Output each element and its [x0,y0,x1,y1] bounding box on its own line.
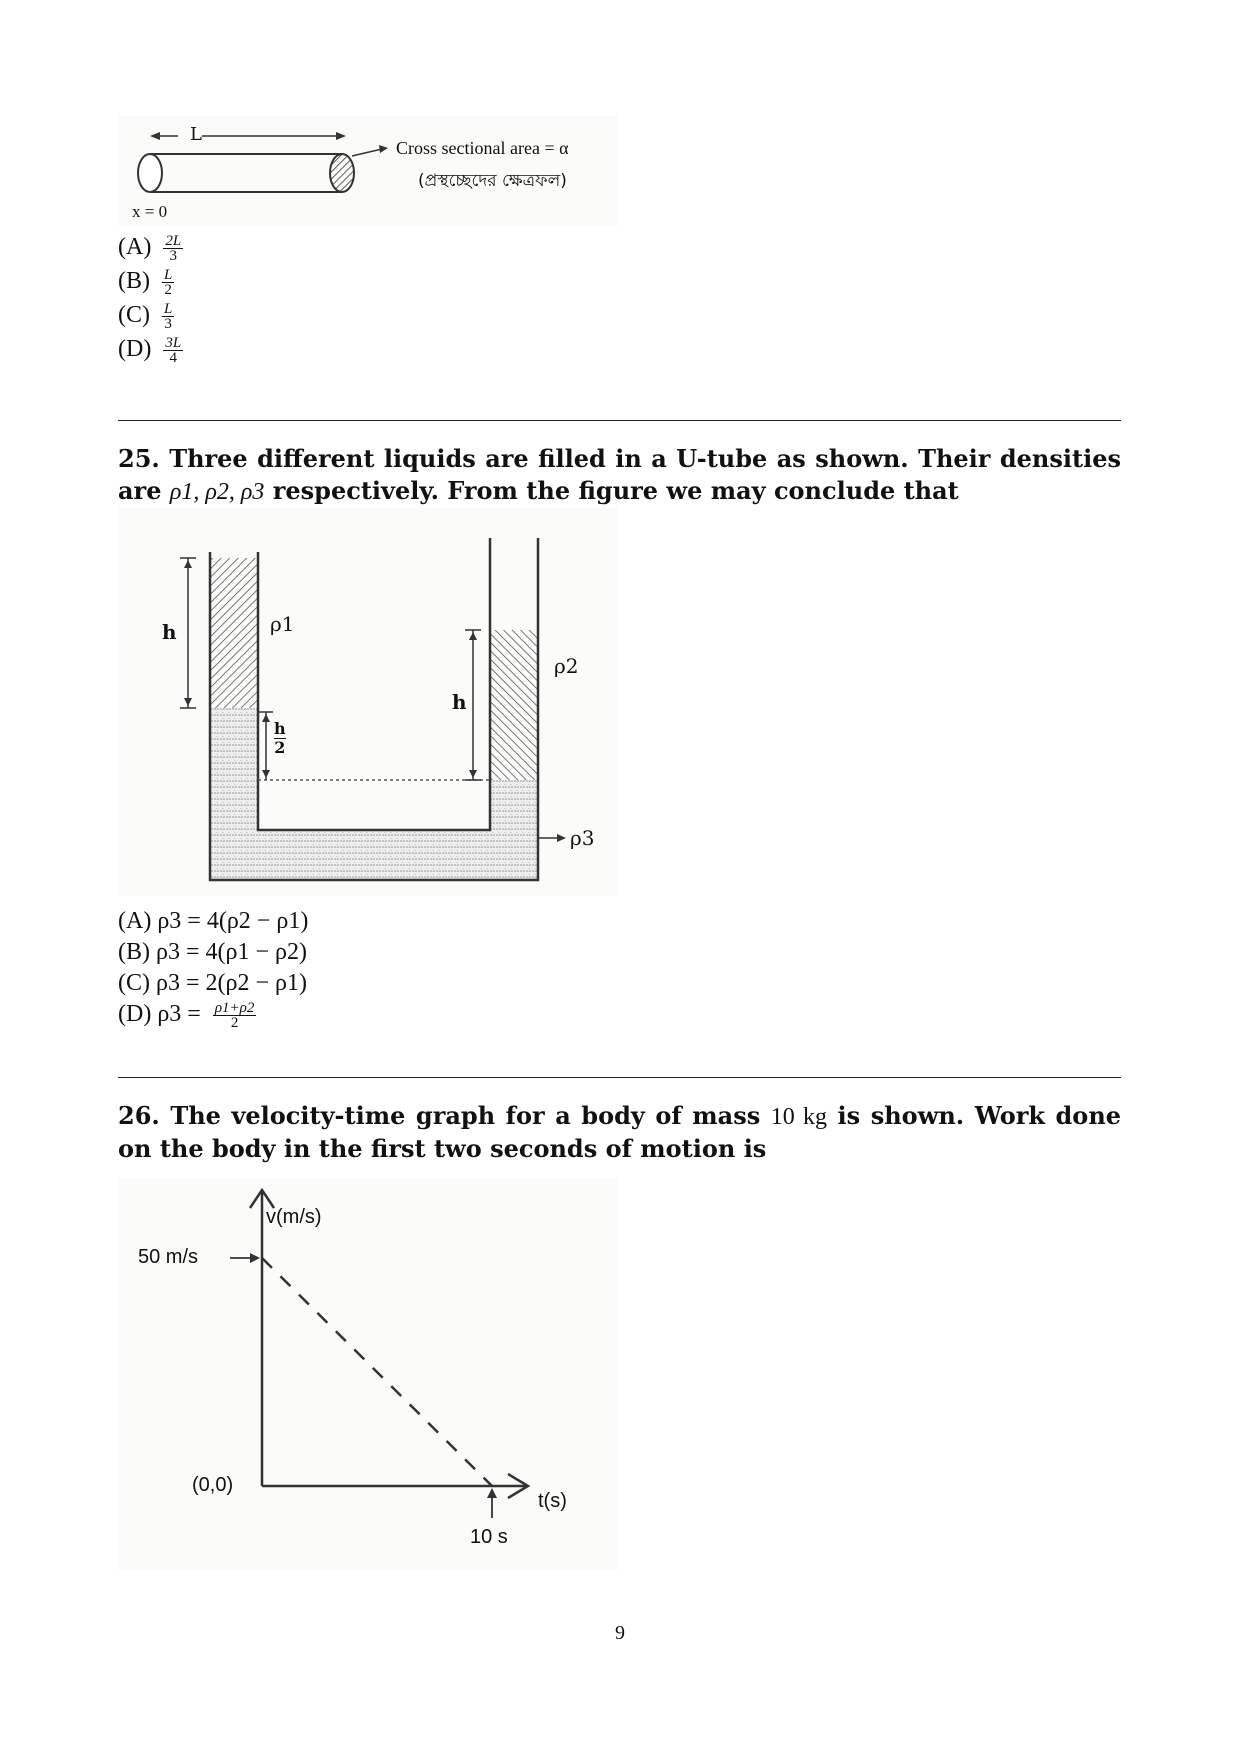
denominator: 4 [169,349,177,366]
option-lhs: ρ3 = [157,1001,201,1027]
fraction [162,268,174,297]
q25-option-d[interactable] [118,999,256,1030]
option-text: ρ3 = 2(ρ2 − ρ1) [156,970,307,996]
rho2-label: ρ2 [554,654,579,678]
h-half-denominator: 2 [274,738,286,757]
x-axis-label: t(s) [538,1490,567,1512]
q24-option-a[interactable] [118,232,183,263]
numerator: L [164,266,173,283]
q25-option-a[interactable] [118,906,308,936]
option-label: (C) [118,302,150,328]
question-text-b: respectively. From the figure we may conclude that [272,476,959,505]
page-number: 9 [615,1622,625,1644]
h-half-numerator: h [274,719,286,738]
divider [118,420,1121,421]
question-text-a: Three different liquids are filled in a U-tube as shown. Their densities are [118,444,1121,505]
denominator: 2 [230,1014,239,1031]
numerator: 2L [165,232,182,249]
numerator: 3L [165,334,182,351]
option-text: ρ3 = 4(ρ1 − ρ2) [156,939,307,965]
option-label: (A) [118,908,152,934]
denominator: 3 [169,247,177,264]
q24-option-d[interactable] [118,334,183,365]
q24-option-c[interactable] [118,300,174,331]
mass-value: 10 kg [770,1104,827,1130]
divider [118,1077,1121,1078]
denominator: 2 [164,281,172,298]
option-label: (B) [118,268,150,294]
fraction [162,302,174,331]
numerator: ρ1+ρ2 [214,999,255,1016]
question-number: 26. [118,1101,160,1130]
h-half-label [274,720,286,757]
y-axis-label: v(m/s) [266,1206,322,1228]
option-label: (A) [118,234,152,260]
q25-option-b[interactable] [118,937,307,967]
origin-label: (0,0) [192,1474,234,1496]
option-label: (B) [118,939,150,965]
option-label: (D) [118,336,152,362]
rho3-label: ρ3 [570,826,595,850]
h-left-label: h [162,620,177,644]
area-label-bengali: (প্রস্থচ্ছেদের ক্ষেত্রফল) [418,171,567,191]
v0-label: 50 m/s [138,1246,199,1268]
q26-vt-graph-figure [118,1178,618,1570]
t-end-label: 10 s [470,1526,508,1548]
utube-diagram [118,508,618,896]
fraction [163,234,183,263]
question-text-b: is shown. Work done on the body in the first two seconds of motion is [118,1101,1122,1163]
denominator: 3 [164,315,172,332]
q26-question-text [118,1100,1121,1165]
option-label: (D) [118,1001,152,1027]
option-label: (C) [118,970,150,996]
density-variables: ρ1, ρ2, ρ3 [169,479,265,505]
rho1-label: ρ1 [270,612,295,636]
area-label: Cross sectional area = α [396,138,569,158]
numerator: L [164,300,173,317]
question-number: 25. [118,444,160,473]
q25-question-text [118,443,1121,508]
fraction [213,1001,257,1030]
q25-utube-figure [118,508,618,896]
length-label: L [190,124,202,145]
fraction [163,336,183,365]
q24-option-b[interactable] [118,266,174,297]
q24-cylinder-figure [118,116,618,226]
q25-option-c[interactable] [118,968,307,998]
option-text: ρ3 = 4(ρ2 − ρ1) [157,908,309,934]
h-right-label: h [452,690,467,714]
question-text-a: The velocity-time graph for a body of mass [170,1101,761,1130]
origin-label: x = 0 [132,202,168,221]
